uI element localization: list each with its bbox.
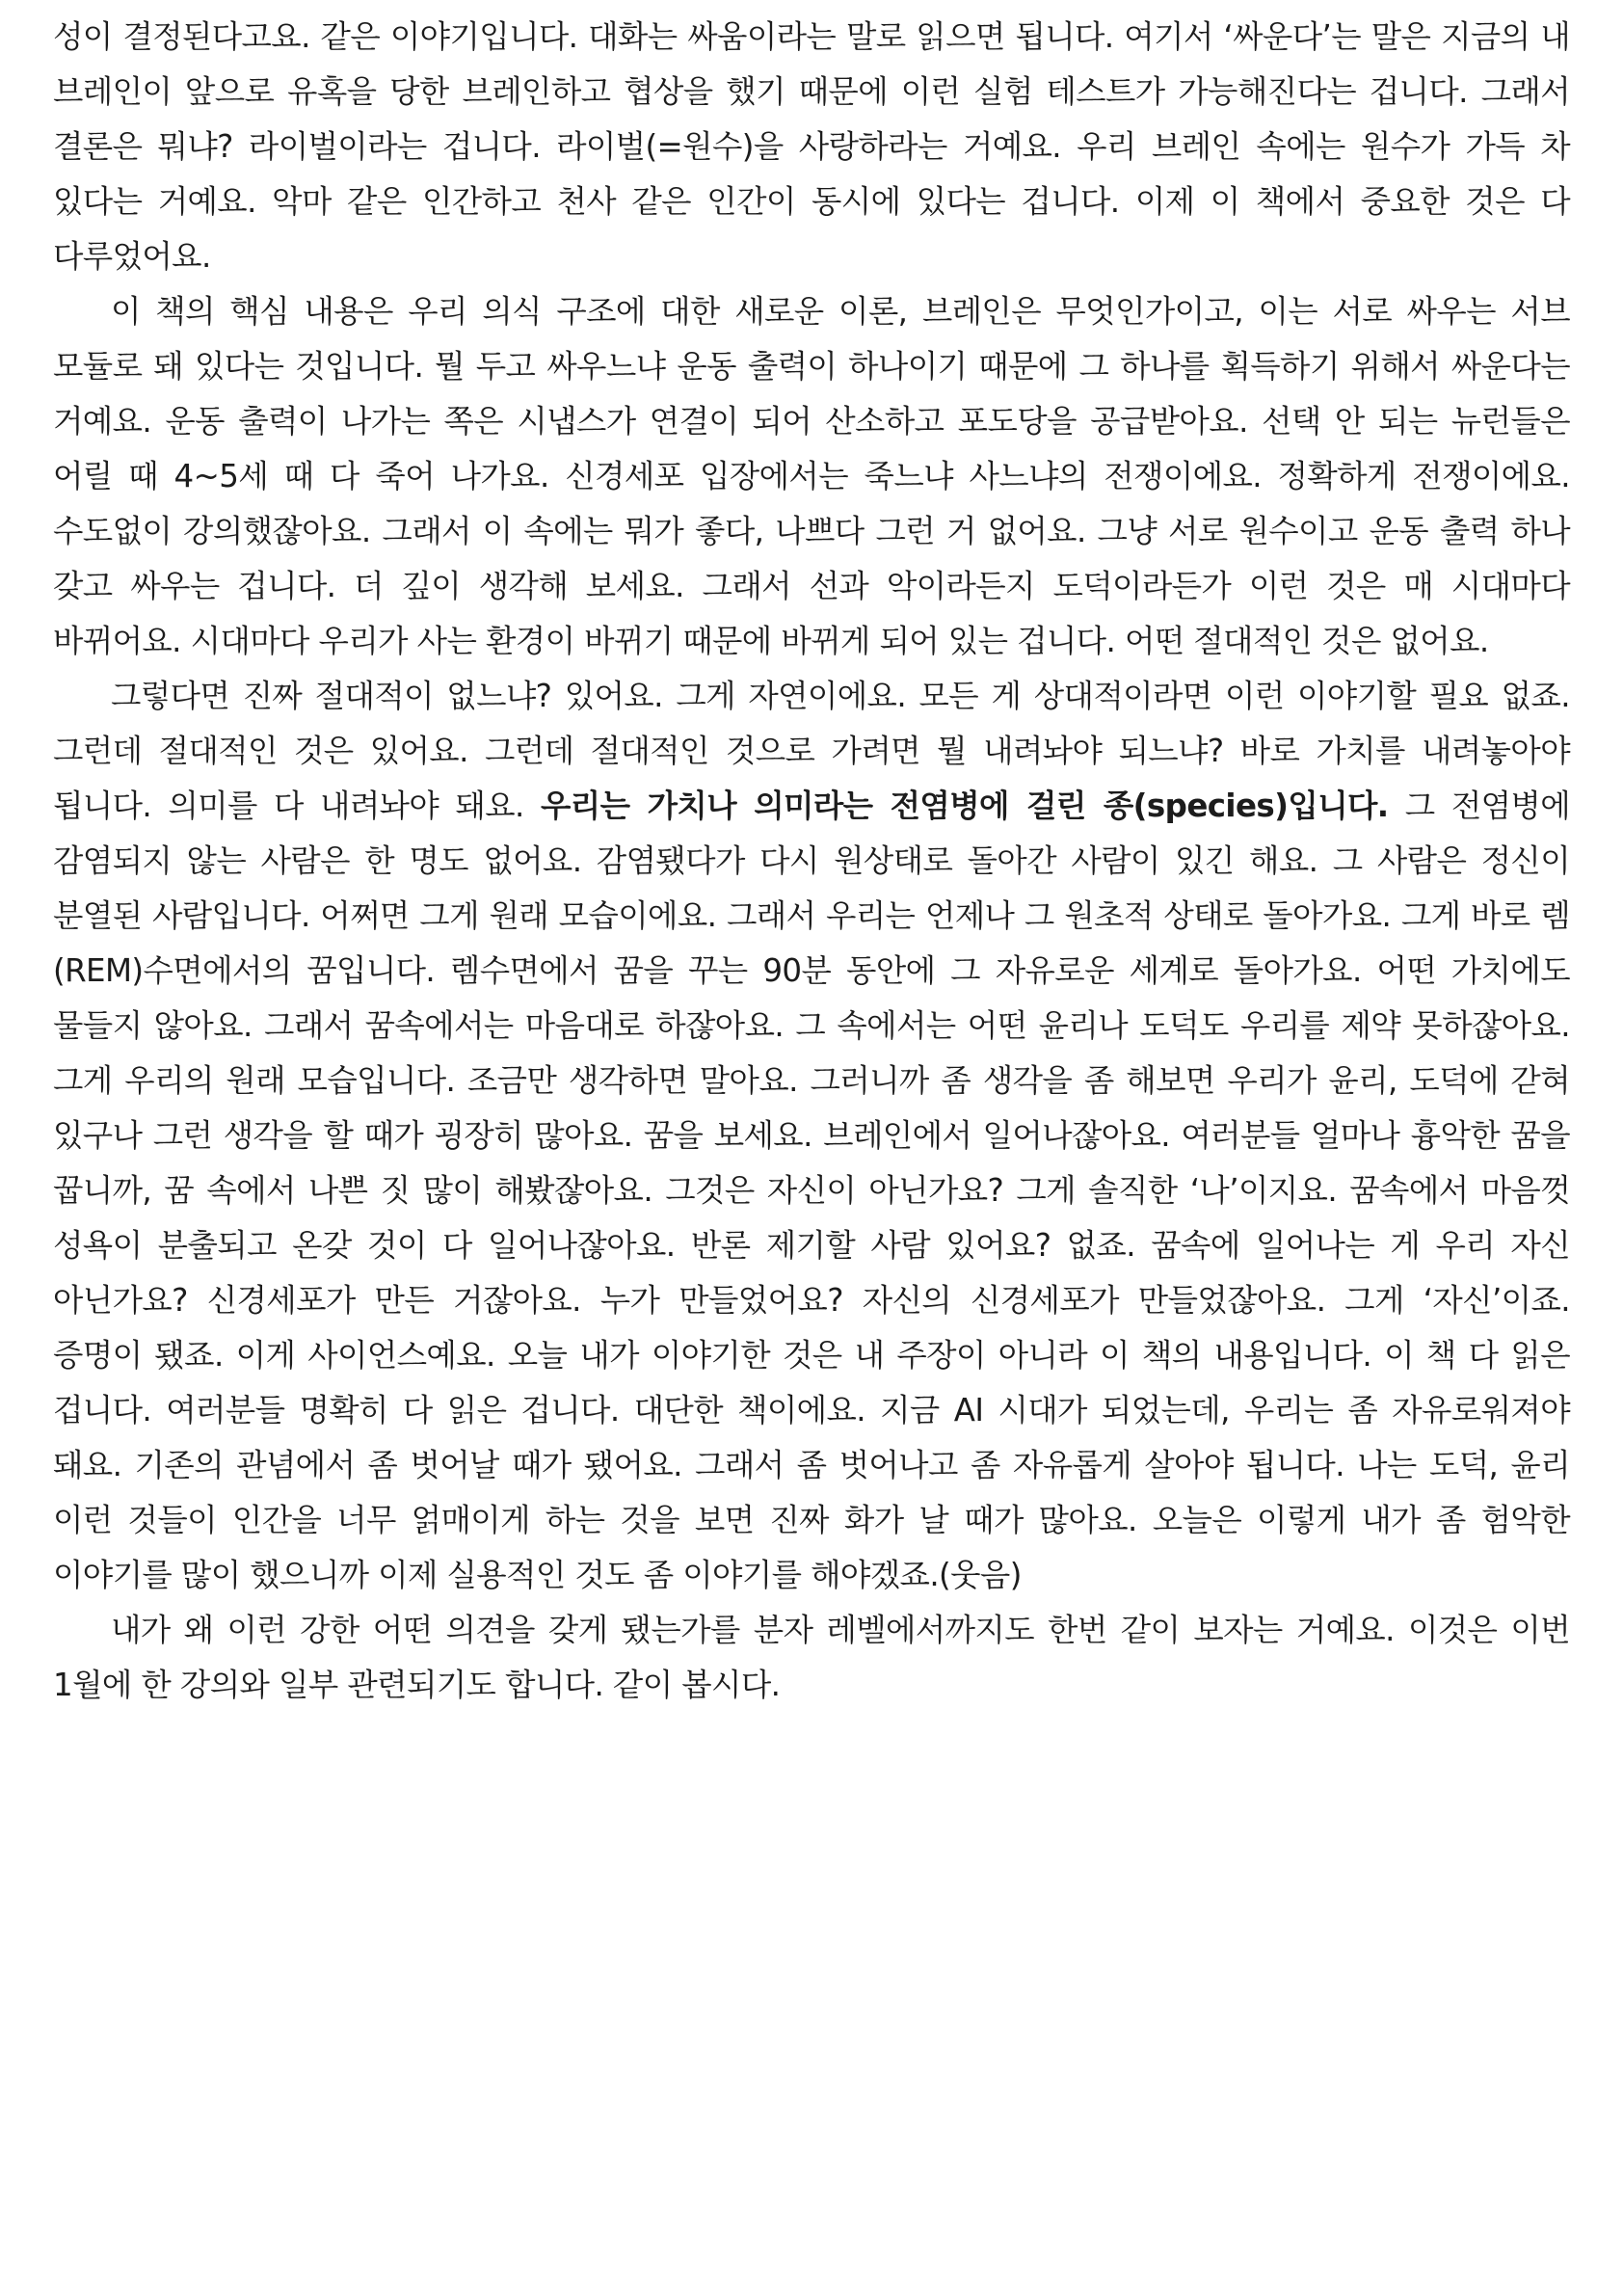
paragraph-3 <box>53 669 1570 1603</box>
paragraph-2-text: 이 책의 핵심 내용은 우리 의식 구조에 대한 새로운 이론, 브레인은 무엇인가이고, 이는 서로 싸우는 서브 모듈로 돼 있다는 것입니다. 뭘 두고 싸우느냐 운동 출력이 하나이기 때문에 그 하나를 획득하기 위해서 싸운다는 거예요. 운동 출력이 나가는 쪽은 시냅스가 연결이 되어 산소하고 포도당을 공급받아요. 선택 안 되는 뉴런들은 어릴 때 4~5세 때 다 죽어 나가요. 신경세포 입장에서는 죽느냐 사느냐의 전쟁이에요. 정확하게 전쟁이에요. 수도없이 강의했잖아요. 그래서 이 속에는 뭐가 좋다, 나쁘다 그런 거 없어요. 그냥 서로 원수이고 운동 출력 하나 갖고 싸우는 겁니다. 더 깊이 생각해 보세요. 그래서 선과 악이라든지 도덕이라든가 이런 것은 매 시대마다 바뀌어요. 시대마다 우리가 사는 환경이 바뀌기 때문에 바뀌게 되어 있는 겁니다. 어떤 절대적인 것은 없어요. <box>53 293 1570 659</box>
paragraph-4-text: 내가 왜 이런 강한 어떤 의견을 갖게 됐는가를 분자 레벨에서까지도 한번 같이 보자는 거예요. 이것은 이번 1월에 한 강의와 일부 관련되기도 합니다. 같이 봅시다. <box>53 1612 1570 1703</box>
paragraph-1 <box>53 10 1570 284</box>
paragraph-3-text-a: 그렇다면 진짜 절대적이 없느냐? 있어요. 그게 자연이에요. 모든 게 상대적이라면 이런 이야기할 필요 없죠. 그런데 절대적인 것은 있어요. 그런데 절대적인 것으로 가려면 뭘 내려놔야 되느냐? 바로 가치를 내려놓아야 됩니다. 의미를 다 내려놔야 돼요. <box>53 678 1570 824</box>
paragraph-3-bold-emphasis: 우리는 가치나 의미라는 전염병에 걸린 종(species)입니다. <box>541 788 1389 824</box>
paragraph-1-text: 성이 결정된다고요. 같은 이야기입니다. 대화는 싸움이라는 말로 읽으면 됩니다. 여기서 ‘싸운다’는 말은 지금의 내 브레인이 앞으로 유혹을 당한 브레인하고 협상을 했기 때문에 이런 실험 테스트가 가능해진다는 겁니다. 그래서 결론은 뭐냐? 라이벌이라는 겁니다. 라이벌(=원수)을 사랑하라는 거예요. 우리 브레인 속에는 원수가 가득 차 있다는 거예요. 악마 같은 인간하고 천사 같은 인간이 동시에 있다는 겁니다. 이제 이 책에서 중요한 것은 다 다루었어요. <box>53 18 1570 275</box>
paragraph-3-text-b: 그 전염병에 감염되지 않는 사람은 한 명도 없어요. 감염됐다가 다시 원상태로 돌아간 사람이 있긴 해요. 그 사람은 정신이 분열된 사람입니다. 어쩌면 그게 원래 모습이에요. 그래서 우리는 언제나 그 원초적 상태로 돌아가요. 그게 바로 렘(REM)수면에서의 꿈입니다. 렘수면에서 꿈을 꾸는 90분 동안에 그 자유로운 세계로 돌아가요. 어떤 가치에도 물들지 않아요. 그래서 꿈속에서는 마음대로 하잖아요. 그 속에서는 어떤 윤리나 도덕도 우리를 제약 못하잖아요. 그게 우리의 원래 모습입니다. 조금만 생각하면 말아요. 그러니까 좀 생각을 좀 해보면 우리가 윤리, 도덕에 갇혀 있구나 그런 생각을 할 때가 굉장히 많아요. 꿈을 보세요. 브레인에서 일어나잖아요. 여러분들 얼마나 흉악한 꿈을 꿉니까, 꿈 속에서 나쁜 짓 많이 해봤잖아요. 그것은 자신이 아닌가요? 그게 솔직한 ‘나’이지요. 꿈속에서 마음껏 성욕이 분출되고 온갖 것이 다 일어나잖아요. 반론 제기할 사람 있어요? 없죠. 꿈속에 일어나는 게 우리 자신 아닌가요? 신경세포가 만든 거잖아요. 누가 만들었어요? 자신의 신경세포가 만들었잖아요. 그게 ‘자신’이죠. 증명이 됐죠. 이게 사이언스예요. 오늘 내가 이야기한 것은 내 주장이 아니라 이 책의 내용입니다. 이 책 다 읽은 겁니다. 여러분들 명확히 다 읽은 겁니다. 대단한 책이에요. 지금 AI 시대가 되었는데, 우리는 좀 자유로워져야 돼요. 기존의 관념에서 좀 벗어날 때가 됐어요. 그래서 좀 벗어나고 좀 자유롭게 살아야 됩니다. 나는 도덕, 윤리 이런 것들이 인간을 너무 얽매이게 하는 것을 보면 진짜 화가 날 때가 많아요. 오늘은 이렇게 내가 좀 험악한 이야기를 많이 했으니까 이제 실용적인 것도 좀 이야기를 해야겠죠.(웃음) <box>53 788 1571 1593</box>
paragraph-4 <box>53 1603 1570 1713</box>
paragraph-2 <box>53 284 1570 669</box>
